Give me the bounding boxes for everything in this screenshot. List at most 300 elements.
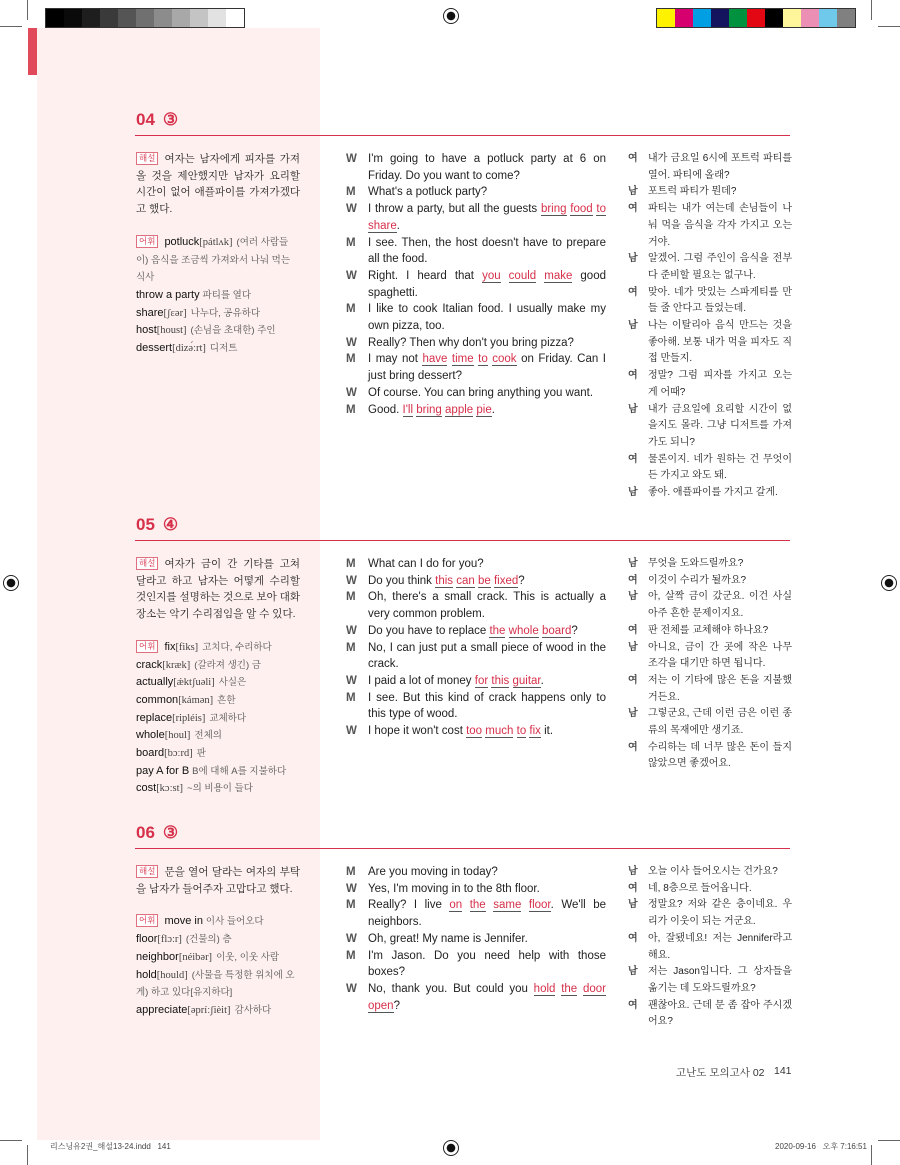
dialogue-text bbox=[368, 640, 606, 673]
dialogue-segment: I see. Then, the host doesn't have to prepare all the food. bbox=[368, 236, 606, 266]
speaker-label: M bbox=[346, 558, 356, 570]
translation-speaker: 여 bbox=[628, 932, 638, 944]
dialogue-segment: I'm going to have a potluck party at 6 on Friday. Do you want to come? bbox=[368, 153, 606, 182]
color-swatch bbox=[747, 9, 765, 27]
vocab-pronunciation: [əpríːʃièit] bbox=[187, 1004, 231, 1016]
dialogue-text bbox=[368, 948, 606, 981]
vocab-pronunciation: [hould] bbox=[156, 969, 188, 981]
answer-blank-word: too bbox=[466, 725, 483, 738]
vocab-meaning: 사실은 bbox=[218, 677, 247, 689]
dialogue-text bbox=[368, 897, 606, 930]
translation-text: 저는 Jason입니다. 그 상자들을 옮기는 데 도와드릴까요? bbox=[648, 966, 792, 994]
gray-swatch bbox=[190, 9, 208, 27]
vocab-word: board bbox=[136, 747, 165, 760]
answer-blank-word: hold bbox=[533, 982, 556, 995]
vocab-pronunciation: [dizə́ːrt] bbox=[172, 343, 206, 355]
vocab-meaning: (사물을 특정한 위치에 오게) 하고 있다[유지하다] bbox=[136, 969, 295, 999]
color-swatch bbox=[675, 9, 693, 27]
translation-text: 알겠어. 그럼 주인이 음식을 전부 다 준비할 필요는 없구나. bbox=[648, 253, 792, 281]
dialogue-text bbox=[368, 151, 606, 184]
translation-text: 내가 금요일 6시에 포트럭 파티를 열어. 파티에 올래? bbox=[648, 153, 792, 181]
vocab-item bbox=[136, 322, 300, 340]
speaker-label: W bbox=[346, 203, 357, 216]
answer-blank-word: guitar bbox=[512, 674, 541, 687]
answer-blank-word: have bbox=[422, 353, 448, 366]
dialogue-script bbox=[346, 151, 606, 418]
answer-blank-word: the bbox=[469, 899, 486, 912]
dialogue-text bbox=[368, 335, 606, 352]
answer-blank-word: this bbox=[491, 674, 510, 687]
dialogue-line bbox=[346, 723, 606, 740]
translation-line bbox=[628, 251, 792, 284]
translation-line bbox=[628, 402, 792, 452]
vocab-item bbox=[136, 305, 300, 323]
translation-line bbox=[628, 673, 792, 706]
dialogue-line bbox=[346, 201, 606, 234]
slug-filename: 리스닝유2권_해설13-24.indd 141 bbox=[50, 1142, 171, 1151]
answer-blank-word: board bbox=[541, 624, 572, 637]
dialogue-line bbox=[346, 881, 606, 898]
translation-speaker: 남 bbox=[628, 591, 638, 603]
answer-blank-word: door bbox=[582, 982, 607, 995]
vocab-meaning: (건물의) 층 bbox=[185, 934, 232, 946]
answer-blank-word: food bbox=[570, 203, 593, 216]
translation-line bbox=[628, 452, 792, 485]
vocab-item bbox=[136, 674, 300, 692]
vocab-word: replace bbox=[136, 711, 173, 724]
translation-line bbox=[628, 864, 792, 881]
section-heading bbox=[136, 823, 178, 843]
cmyk-color-bar bbox=[656, 8, 856, 28]
vocab-item bbox=[136, 234, 300, 287]
translation-speaker: 남 bbox=[628, 708, 638, 720]
translation-line bbox=[628, 623, 792, 640]
dialogue-text bbox=[368, 385, 606, 402]
vocab-meaning: ~의 비용이 들다 bbox=[187, 783, 253, 795]
color-swatch bbox=[693, 9, 711, 27]
gray-swatch bbox=[46, 9, 64, 27]
vocab-item bbox=[136, 710, 300, 728]
dialogue-segment: I throw a party, but all the guests bbox=[368, 203, 541, 216]
speaker-label: M bbox=[346, 403, 356, 416]
vocab-word: cost bbox=[136, 782, 157, 795]
speaker-label: W bbox=[346, 932, 357, 945]
vocabulary-list bbox=[136, 639, 300, 798]
translation-text: 파티는 내가 여는데 손님들이 나눠 먹을 음식을 각자 가지고 오는 거야. bbox=[648, 203, 792, 248]
dialogue-line bbox=[346, 673, 606, 690]
crop-mark bbox=[871, 1145, 872, 1165]
speaker-label: M bbox=[346, 949, 356, 962]
color-swatch bbox=[729, 9, 747, 27]
section-divider bbox=[135, 135, 790, 136]
question-number: 06 bbox=[136, 823, 155, 842]
answer-blank-word: to bbox=[478, 353, 488, 366]
vocab-word: neighbor bbox=[136, 950, 179, 963]
vocab-word: host bbox=[136, 324, 157, 337]
gray-color-bar bbox=[45, 8, 245, 28]
gray-swatch bbox=[226, 9, 244, 27]
translation-speaker: 여 bbox=[628, 999, 638, 1011]
crop-mark bbox=[27, 0, 28, 20]
translation-text: 저는 이 기타에 많은 돈을 지불했거든요. bbox=[648, 674, 792, 703]
dialogue-segment: Good. bbox=[368, 403, 403, 416]
gray-swatch bbox=[82, 9, 100, 27]
speaker-label: W bbox=[346, 336, 357, 349]
dialogue-text bbox=[368, 402, 606, 419]
dialogue-segment: . bbox=[491, 403, 495, 416]
section-divider bbox=[135, 540, 790, 541]
dialogue-line bbox=[346, 897, 606, 930]
vocabulary-list bbox=[136, 234, 300, 358]
vocab-meaning: 이웃, 이웃 사람 bbox=[216, 951, 280, 963]
vocab-pronunciation: [kræk] bbox=[162, 659, 191, 671]
explanation-panel bbox=[136, 556, 300, 798]
explanation-panel bbox=[136, 151, 300, 358]
color-swatch bbox=[657, 9, 675, 27]
color-swatch bbox=[711, 9, 729, 27]
translation-speaker: 여 bbox=[628, 882, 638, 894]
vocab-meaning: (손님을 초대한) 주인 bbox=[190, 325, 276, 337]
speaker-label: W bbox=[346, 725, 357, 738]
registration-mark-icon bbox=[881, 575, 897, 591]
explanation bbox=[136, 864, 300, 897]
translation-line bbox=[628, 184, 792, 201]
crop-mark bbox=[871, 0, 872, 20]
answer-blank-word: share bbox=[368, 219, 397, 232]
dialogue-segment: I paid a lot of money bbox=[368, 674, 475, 687]
translation-text: 오늘 이사 들어오시는 건가요? bbox=[648, 866, 778, 877]
vocab-item bbox=[136, 931, 300, 949]
answer-blank-word: apple bbox=[445, 403, 474, 416]
registration-mark-icon bbox=[443, 8, 459, 24]
dialogue-line bbox=[346, 948, 606, 981]
translation-text: 괜찮아요. 근데 문 좀 잡아 주시겠어요? bbox=[648, 999, 792, 1028]
speaker-label: W bbox=[346, 624, 357, 637]
vocab-tag: 어휘 bbox=[136, 640, 158, 653]
vocab-meaning: (여러 사람들이) 음식을 조금씩 가져와서 나눠 먹는 식사 bbox=[136, 236, 291, 284]
translation-line bbox=[628, 706, 792, 739]
dialogue-segment: Yes, I'm moving in to the 8th floor. bbox=[368, 882, 540, 895]
translation bbox=[628, 864, 792, 1031]
vocab-word: hold bbox=[136, 968, 157, 981]
dialogue-line bbox=[346, 402, 606, 419]
dialogue-line bbox=[346, 573, 606, 590]
translation-text: 아, 살짝 금이 갔군요. 이건 사실 아주 흔한 문제이지요. bbox=[648, 591, 792, 620]
translation-text: 맞아. 네가 맛있는 스파게티를 만들 줄 안다고 들었는데. bbox=[648, 286, 792, 315]
color-swatch bbox=[837, 9, 855, 27]
dialogue-segment: Right. I heard that bbox=[368, 269, 483, 282]
explanation-text: 여자는 남자에게 피자를 가져올 것을 제안했지만 남자가 요리할 시간이 없어 애플파이를 가져가겠다고 했다. bbox=[136, 153, 300, 216]
translation-speaker: 여 bbox=[628, 574, 638, 586]
translation-text: 포트럭 파티가 뭔데? bbox=[648, 186, 737, 198]
vocab-meaning: 감사하다 bbox=[234, 1004, 272, 1016]
gray-swatch bbox=[154, 9, 172, 27]
dialogue-line bbox=[346, 268, 606, 301]
slug-timestamp: 2020-09-16 오후 7:16:51 bbox=[775, 1142, 867, 1151]
dialogue-segment: Oh, great! My name is Jennifer. bbox=[368, 932, 528, 945]
answer-blank-word: cook bbox=[492, 353, 517, 366]
translation-text: 무엇을 도와드릴까요? bbox=[648, 558, 744, 569]
translation-line bbox=[628, 998, 792, 1031]
vocab-word: pay A for B bbox=[136, 764, 190, 777]
dialogue-segment: . bbox=[396, 219, 400, 232]
dialogue-line bbox=[346, 623, 606, 640]
gray-swatch bbox=[100, 9, 118, 27]
dialogue-text bbox=[368, 589, 606, 622]
vocab-pronunciation: [ripléis] bbox=[172, 712, 206, 724]
explanation-tag: 해설 bbox=[136, 865, 158, 878]
dialogue-segment: Oh, there's a small crack. This is actually a very common problem. bbox=[368, 591, 606, 621]
answer-choice: ③ bbox=[162, 110, 179, 129]
speaker-label: W bbox=[346, 574, 357, 587]
answer-blank-word: the bbox=[561, 982, 578, 995]
translation-line bbox=[628, 573, 792, 590]
translation-line bbox=[628, 201, 792, 251]
vocab-tag: 어휘 bbox=[136, 235, 158, 248]
dialogue-line bbox=[346, 690, 606, 723]
translation-speaker: 여 bbox=[628, 453, 638, 465]
vocab-pronunciation: [néibər] bbox=[178, 951, 213, 963]
translation-line bbox=[628, 318, 792, 368]
explanation-text: 여자가 금이 간 기타를 고쳐 달라고 하고 남자는 어떻게 수리할 것인지를 설명하는 것으로 보아 대화 장소는 악기 수리점임을 알 수 있다. bbox=[136, 558, 300, 621]
dialogue-text bbox=[368, 235, 606, 268]
translation-line bbox=[628, 931, 792, 964]
speaker-label: M bbox=[346, 866, 356, 878]
vocab-item bbox=[136, 745, 300, 763]
vocab-word: move in bbox=[164, 915, 203, 928]
dialogue-segment: I'm Jason. Do you need help with those boxes? bbox=[368, 949, 606, 979]
translation-line bbox=[628, 485, 792, 502]
explanation bbox=[136, 151, 300, 218]
gray-swatch bbox=[136, 9, 154, 27]
crop-mark bbox=[0, 26, 22, 27]
speaker-label: M bbox=[346, 303, 356, 316]
dialogue-text bbox=[368, 931, 606, 948]
gray-swatch bbox=[208, 9, 226, 27]
answer-blank-word: could bbox=[508, 269, 537, 282]
dialogue-segment: Do you have to replace bbox=[368, 624, 490, 637]
dialogue-segment: ? bbox=[518, 574, 525, 587]
dialogue-segment: Of course. You can bring anything you want. bbox=[368, 386, 594, 399]
vocab-meaning: (갈라져 생긴) 금 bbox=[194, 659, 261, 671]
vocab-meaning: 교체하다 bbox=[209, 712, 247, 724]
translation-text: 물론이지. 네가 원하는 건 무엇이든 가지고 와도 돼. bbox=[648, 453, 792, 482]
answer-blank-word: much bbox=[485, 725, 514, 738]
vocab-meaning: 파티를 열다 bbox=[202, 289, 252, 301]
answer-blank-word: open bbox=[368, 999, 394, 1012]
answer-blank-word: bring bbox=[540, 203, 567, 216]
vocab-pronunciation: [ǽktʃuəli] bbox=[173, 677, 215, 689]
crop-mark bbox=[878, 1140, 900, 1141]
dialogue-segment: it. bbox=[540, 725, 554, 738]
dialogue-script bbox=[346, 864, 606, 1014]
registration-mark-icon bbox=[443, 1140, 459, 1156]
dialogue-text bbox=[368, 351, 606, 384]
vocab-item bbox=[136, 727, 300, 745]
translation-line bbox=[628, 368, 792, 401]
dialogue-segment bbox=[521, 899, 529, 911]
dialogue-segment: I see. But this kind of crack happens only to this type of wood. bbox=[368, 691, 606, 721]
dialogue-line bbox=[346, 151, 606, 184]
vocab-meaning: 판 bbox=[196, 748, 206, 760]
translation-speaker: 남 bbox=[628, 253, 638, 265]
vocab-meaning: B에 대해 A를 지불하다 bbox=[192, 765, 287, 777]
vocab-item bbox=[136, 1002, 300, 1020]
dialogue-line bbox=[346, 351, 606, 384]
dialogue-text bbox=[368, 690, 606, 723]
vocab-word: dessert bbox=[136, 342, 173, 355]
vocab-item bbox=[136, 913, 300, 931]
dialogue-segment: What can I do for you? bbox=[368, 558, 484, 570]
translation bbox=[628, 556, 792, 773]
translation-speaker: 남 bbox=[628, 641, 638, 653]
answer-blank-word: same bbox=[493, 899, 522, 912]
dialogue-text bbox=[368, 268, 606, 301]
gray-swatch bbox=[64, 9, 82, 27]
vocab-word: throw a party bbox=[136, 288, 200, 301]
dialogue-segment: . bbox=[540, 674, 544, 687]
translation-text: 정말? 그럼 피자를 가지고 오는 게 어때? bbox=[648, 370, 792, 398]
answer-blank-word: floor bbox=[528, 899, 551, 912]
vocab-item bbox=[136, 967, 300, 1002]
dialogue-segment: good spaghetti. bbox=[368, 269, 606, 299]
answer-blank-word: for bbox=[474, 674, 489, 687]
dialogue-segment: I hope it won't cost bbox=[368, 725, 467, 738]
vocab-word: fix bbox=[164, 640, 176, 653]
vocab-pronunciation: [houl] bbox=[164, 730, 191, 742]
question-number: 04 bbox=[136, 110, 155, 129]
vocab-word: appreciate bbox=[136, 1003, 188, 1016]
color-swatch bbox=[783, 9, 801, 27]
registration-mark-icon bbox=[3, 575, 19, 591]
translation-line bbox=[628, 285, 792, 318]
translation-line bbox=[628, 640, 792, 673]
color-swatch bbox=[801, 9, 819, 27]
section-divider bbox=[135, 848, 790, 849]
translation-line bbox=[628, 740, 792, 773]
dialogue-script bbox=[346, 556, 606, 740]
dialogue-segment: Do you think bbox=[368, 574, 436, 587]
vocab-word: common bbox=[136, 693, 179, 706]
vocabulary-list bbox=[136, 913, 300, 1019]
explanation-panel bbox=[136, 864, 300, 1020]
speaker-label: W bbox=[346, 674, 357, 687]
dialogue-line bbox=[346, 184, 606, 201]
speaker-label: M bbox=[346, 186, 356, 199]
translation-speaker: 남 bbox=[628, 487, 638, 499]
dialogue-text bbox=[368, 673, 606, 690]
translation-speaker: 여 bbox=[628, 370, 638, 382]
answer-blank-word: time bbox=[451, 353, 474, 366]
answer-blank-word: make bbox=[544, 269, 573, 282]
dialogue-segment: . We'll be neighbors. bbox=[368, 899, 607, 929]
vocab-word: share bbox=[136, 306, 164, 319]
dialogue-text bbox=[368, 723, 606, 740]
dialogue-segment: ? bbox=[571, 624, 578, 637]
vocab-item bbox=[136, 639, 300, 657]
crop-mark bbox=[0, 1140, 22, 1141]
vocab-word: crack bbox=[136, 658, 163, 671]
answer-choice: ④ bbox=[162, 515, 179, 534]
translation-line bbox=[628, 151, 792, 184]
gray-swatch bbox=[172, 9, 190, 27]
vocab-item bbox=[136, 692, 300, 710]
translation-speaker: 남 bbox=[628, 899, 638, 911]
color-swatch bbox=[819, 9, 837, 27]
dialogue-text bbox=[368, 864, 606, 881]
translation-text: 그렇군요, 근데 이런 금은 이런 종류의 목재에만 생기죠. bbox=[648, 708, 792, 737]
vocab-word: floor bbox=[136, 933, 158, 946]
translation-line bbox=[628, 964, 792, 997]
dialogue-segment: I like to cook Italian food. I usually make my own pizza, too. bbox=[368, 303, 606, 333]
dialogue-line bbox=[346, 931, 606, 948]
translation-line bbox=[628, 589, 792, 622]
translation-line bbox=[628, 881, 792, 898]
answer-blank-word: you bbox=[482, 269, 501, 282]
crop-mark bbox=[878, 26, 900, 27]
dialogue-text bbox=[368, 981, 606, 1014]
vocab-item bbox=[136, 657, 300, 675]
translation-text: 좋아. 애플파이를 가지고 갈게. bbox=[648, 487, 778, 499]
translation-text: 나는 이탈리아 음식 만드는 것을 좋아해. 보통 내가 먹을 피자도 직접 만들지. bbox=[648, 320, 792, 365]
translation-text: 판 전체를 교체해야 하나요? bbox=[648, 624, 769, 636]
footer-title: 고난도 모의고사 02 bbox=[676, 1067, 765, 1079]
vocab-item bbox=[136, 340, 300, 358]
dialogue-text bbox=[368, 556, 606, 573]
translation-speaker: 여 bbox=[628, 674, 638, 686]
translation-speaker: 여 bbox=[628, 203, 638, 215]
answer-blank-word: I'll bbox=[402, 403, 414, 416]
dialogue-line bbox=[346, 556, 606, 573]
speaker-label: M bbox=[346, 353, 356, 366]
translation-text: 정말요? 저와 같은 층이네요. 우리가 이웃이 되는 거군요. bbox=[648, 899, 792, 928]
dialogue-segment: I may not bbox=[368, 353, 423, 366]
vocab-meaning: 디저트 bbox=[209, 343, 238, 355]
vocab-word: actually bbox=[136, 676, 174, 689]
dialogue-line bbox=[346, 981, 606, 1014]
vocab-pronunciation: [bɔːrd] bbox=[164, 748, 193, 760]
vocab-pronunciation: [houst] bbox=[156, 325, 187, 337]
translation-text: 네, 8층으로 들어옵니다. bbox=[648, 882, 752, 894]
speaker-label: M bbox=[346, 591, 356, 604]
gray-swatch bbox=[118, 9, 136, 27]
dialogue-line bbox=[346, 864, 606, 881]
translation bbox=[628, 151, 792, 502]
translation-line bbox=[628, 897, 792, 930]
answer-blank-word: to bbox=[596, 203, 606, 216]
vocab-word: potluck bbox=[164, 235, 200, 248]
translation-speaker: 여 bbox=[628, 286, 638, 298]
answer-blank-word: to bbox=[516, 725, 527, 738]
translation-speaker: 남 bbox=[628, 403, 638, 415]
vocab-meaning: 전체의 bbox=[194, 730, 222, 742]
page-tab-marker bbox=[28, 28, 37, 75]
vocab-pronunciation: [kɔːst] bbox=[156, 783, 184, 795]
dialogue-segment: ? bbox=[393, 999, 400, 1012]
speaker-label: W bbox=[346, 982, 357, 995]
answer-blank-word: on bbox=[449, 899, 463, 912]
dialogue-line bbox=[346, 385, 606, 402]
speaker-label: W bbox=[346, 386, 357, 399]
translation-speaker: 여 bbox=[628, 153, 638, 164]
translation-line bbox=[628, 556, 792, 573]
translation-speaker: 남 bbox=[628, 186, 638, 198]
speaker-label: M bbox=[346, 641, 356, 654]
answer-blank-word: fix bbox=[529, 725, 541, 738]
vocab-meaning: 이사 들어오다 bbox=[205, 916, 264, 928]
answer-blank-word: this bbox=[435, 574, 454, 587]
vocab-meaning: 흔한 bbox=[217, 694, 236, 706]
